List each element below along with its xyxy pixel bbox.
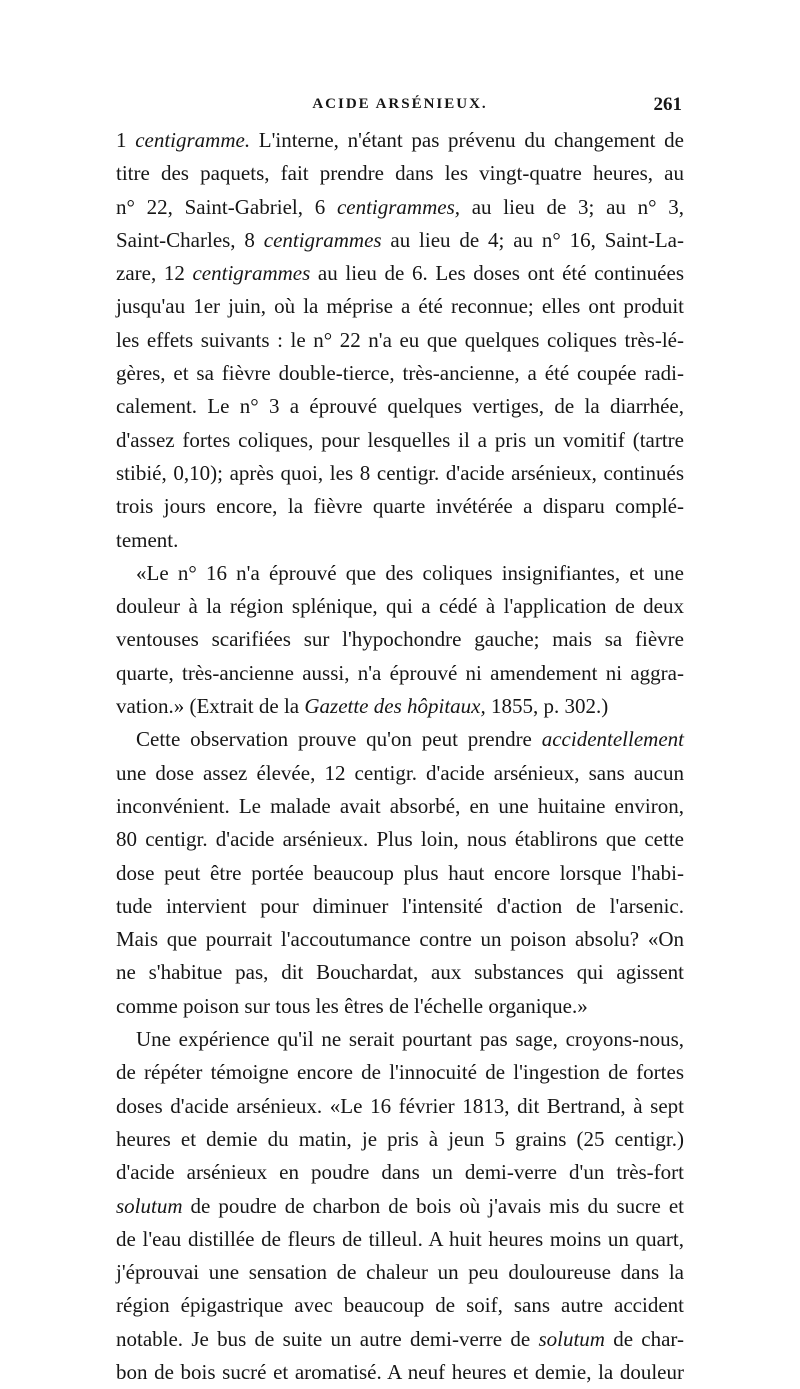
text-run: ventouses scarifiées sur l'hypochondre gauche; mais sa fièvre	[116, 627, 684, 652]
text-run: Saint-Charles, 8	[116, 227, 264, 252]
text-line	[116, 757, 684, 790]
text-line	[116, 723, 684, 756]
text-run: d'acide arsénieux en poudre dans un demi-verre d'un très-fort	[116, 1160, 684, 1185]
text-run: inconvénient. Le malade avait absorbé, en une huitaine environ,	[116, 793, 684, 818]
italic-text-run: centigrammes,	[336, 194, 460, 219]
text-line	[116, 1023, 684, 1056]
text-run: L'interne, n'étant pas prévenu du changement de	[250, 128, 684, 152]
page-header	[116, 96, 684, 126]
text-run: au lieu de 3; au n° 3,	[460, 194, 685, 219]
text-line	[116, 1289, 684, 1322]
text-run: de char-	[604, 1326, 684, 1351]
text-line	[116, 990, 684, 1023]
text-run: doses d'acide arsénieux. «Le 16 février 1813, dit Bertrand, à sept	[116, 1093, 684, 1118]
running-title: ACIDE ARSÉNIEUX.	[312, 96, 488, 112]
text-line	[116, 823, 684, 856]
text-run: ne s'habitue pas, dit Bouchardat, aux substances qui agissent	[116, 960, 684, 985]
page-number: 261	[653, 94, 682, 115]
text-run: comme poison sur tous les êtres de l'échelle organique.»	[116, 993, 588, 1018]
italic-text-run: accidentellement	[541, 727, 684, 752]
body-text	[116, 124, 684, 1389]
text-run: 80 centigr. d'acide arsénieux. Plus loin, nous établirons que cette	[116, 827, 684, 852]
text-line	[116, 424, 684, 457]
text-run: jusqu'au 1er juin, où la méprise a été reconnue; elles ont produit	[116, 294, 684, 319]
text-line	[116, 224, 684, 257]
text-line	[116, 290, 684, 323]
text-run: Mais que pourrait l'accoutumance contre un poison absolu? «On	[116, 927, 684, 952]
text-run: de poudre de charbon de bois où j'avais mis du sucre et	[182, 1193, 684, 1218]
text-line	[116, 590, 684, 623]
text-run: 1	[116, 128, 136, 152]
text-run: vation.» (Extrait de la	[116, 694, 305, 719]
text-run: quarte, très-ancienne aussi, n'a éprouvé ni amendement ni aggra-	[116, 660, 684, 685]
text-line	[116, 524, 684, 557]
italic-text-run: centigramme.	[135, 128, 251, 152]
text-run: dose peut être portée beaucoup plus haut encore lorsque l'habi-	[116, 860, 684, 885]
text-run: une dose assez élevée, 12 centigr. d'acide arsénieux, sans aucun	[116, 760, 684, 785]
italic-text-run: centigrammes	[192, 261, 311, 286]
text-run: n° 22, Saint-Gabriel, 6	[116, 194, 337, 219]
text-run: bon de bois sucré et aromatisé. A neuf heures et demie, la douleur	[116, 1359, 684, 1384]
text-run: région épigastrique avec beaucoup de soif, sans autre accident	[116, 1293, 684, 1318]
text-line	[116, 1256, 684, 1289]
text-line	[116, 1356, 684, 1389]
italic-text-run: solutum	[116, 1193, 183, 1218]
text-line	[116, 1056, 684, 1089]
text-run: d'assez fortes coliques, pour lesquelles il a pris un vomitif (tartre	[116, 427, 684, 452]
text-line	[116, 357, 684, 390]
text-line	[116, 956, 684, 989]
text-line	[116, 257, 684, 290]
text-line	[116, 1223, 684, 1256]
text-run: tude intervient pour diminuer l'intensité d'action de l'arsenic.	[116, 893, 684, 918]
text-line	[116, 457, 684, 490]
text-line	[116, 1156, 684, 1189]
text-run: 1855, p. 302.)	[485, 694, 609, 719]
text-line	[116, 890, 684, 923]
text-line	[116, 124, 684, 157]
text-run: stibié, 0,10); après quoi, les 8 centigr. d'acide arsénieux, continués	[116, 460, 684, 485]
text-line	[116, 657, 684, 690]
text-line	[116, 1323, 684, 1356]
text-run: de l'eau distillée de fleurs de tilleul. A huit heures moins un quart,	[116, 1226, 684, 1251]
text-run: gères, et sa fièvre double-tierce, très-ancienne, a été coupée radi-	[116, 361, 684, 386]
text-line	[116, 490, 684, 523]
text-run: notable. Je bus de suite un autre demi-verre de	[116, 1326, 539, 1351]
text-line	[116, 1123, 684, 1156]
text-run: zare, 12	[116, 261, 193, 286]
text-run: heures et demie du matin, je pris à jeun 5 grains (25 centigr.)	[116, 1126, 684, 1151]
text-run: au lieu de 4; au n° 16, Saint-La-	[381, 227, 685, 252]
text-line	[116, 191, 684, 224]
text-run: calement. Le n° 3 a éprouvé quelques vertiges, de la diarrhée,	[116, 394, 684, 419]
text-run: de répéter témoigne encore de l'innocuité de l'ingestion de fortes	[116, 1060, 684, 1085]
text-line	[116, 923, 684, 956]
text-line	[116, 790, 684, 823]
text-line	[116, 557, 684, 590]
text-line	[116, 1190, 684, 1223]
italic-text-run: Gazette des hôpitaux,	[304, 694, 486, 719]
text-line	[116, 324, 684, 357]
text-line	[116, 690, 684, 723]
text-run: les effets suivants : le n° 22 n'a eu que quelques coliques très-lé-	[116, 327, 684, 352]
text-run: au lieu de 6. Les doses ont été continuées	[310, 261, 684, 286]
italic-text-run: solutum	[538, 1326, 605, 1351]
text-run: trois jours encore, la fièvre quarte invétérée a disparu complé-	[116, 494, 684, 519]
text-run: j'éprouvai une sensation de chaleur un peu douloureuse dans la	[116, 1260, 684, 1285]
text-line	[116, 157, 684, 190]
text-line	[116, 1090, 684, 1123]
text-run: Une expérience qu'il ne serait pourtant pas sage, croyons-nous,	[136, 1027, 684, 1052]
text-run: Cette observation prouve qu'on peut prendre	[136, 727, 542, 752]
text-run: titre des paquets, fait prendre dans les vingt-quatre heures, au	[116, 161, 684, 186]
text-run: «Le n° 16 n'a éprouvé que des coliques insignifiantes, et une	[136, 560, 684, 585]
text-line	[116, 623, 684, 656]
text-line	[116, 857, 684, 890]
italic-text-run: centigrammes	[263, 227, 382, 252]
text-run: tement.	[116, 527, 179, 552]
text-run: douleur à la région splénique, qui a cédé à l'application de deux	[116, 594, 684, 619]
text-line	[116, 390, 684, 423]
